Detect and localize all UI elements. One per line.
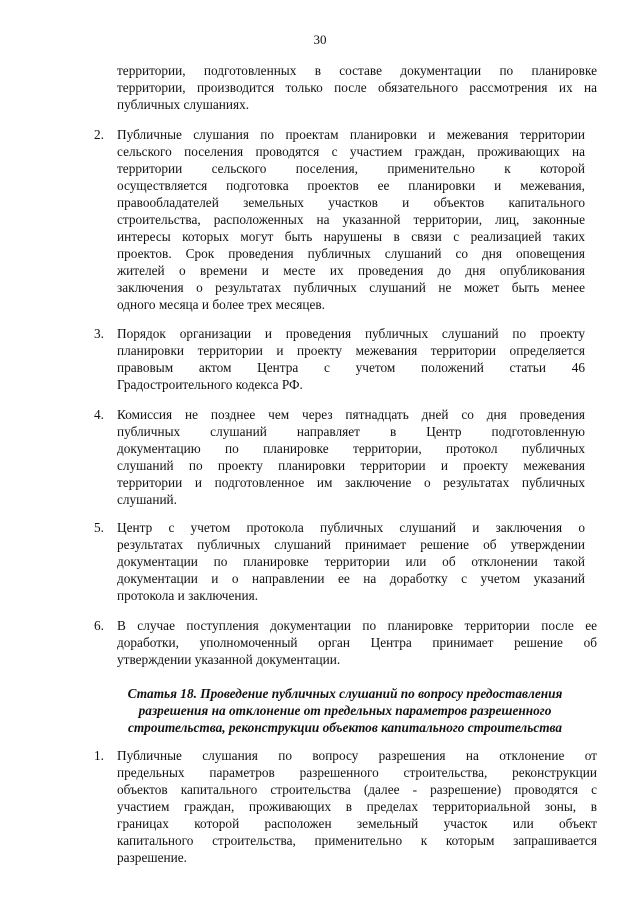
- paragraph-line: правообладателей земельных участков и объектов капитального: [117, 195, 585, 210]
- paragraph-line: слушаний.: [117, 492, 177, 507]
- paragraph-line: Публичные слушания по проектам планировки и межевания территории: [117, 127, 585, 142]
- paragraph-line: Центр с учетом протокола публичных слушаний и заключения о: [117, 520, 585, 535]
- paragraph-line: участием граждан, проживающих в пределах территориальной зоны, в: [117, 799, 597, 814]
- paragraph-line: границах которой расположен земельный участок или объект: [117, 816, 597, 831]
- heading-line: строительства, реконструкции объектов капитального строительства: [127, 720, 563, 735]
- paragraph-line: документации по планировке территории или об отклонении такой: [117, 554, 585, 569]
- paragraph-line: заключения о результатах публичных слушаний не может быть менее: [117, 280, 585, 295]
- paragraph-line: разрешение.: [117, 850, 187, 865]
- paragraph-line: строительства, расположенных на указанной территории, лиц, законные: [117, 212, 585, 227]
- paragraph-line: документации и о направлении ее на доработку с учетом указаний: [117, 571, 585, 586]
- item-number: 4.: [94, 407, 104, 422]
- paragraph-line: предельных параметров разрешенного строительства, реконструкции: [117, 765, 597, 780]
- paragraph-line: результатах публичных слушаний принимает решение об утверждении: [117, 537, 585, 552]
- paragraph-line: Публичные слушания по вопросу разрешения на отклонение от: [117, 748, 597, 763]
- paragraph-line: территории, производится только после обязательного рассмотрения их на: [117, 80, 597, 95]
- paragraph-line: публичных слушаниях.: [117, 97, 250, 112]
- paragraph-line: доработки, уполномоченный орган Центра принимает решение об: [117, 635, 597, 650]
- paragraph-line: объектов капитального строительства (далее - разрешение) проводятся с: [117, 782, 597, 797]
- item-number: 3.: [94, 326, 104, 341]
- paragraph-line: одного месяца и более трех месяцев.: [117, 297, 325, 312]
- paragraph-line: протокола и заключения.: [117, 588, 259, 603]
- paragraph-line: документацию по планировке территории, протокол публичных: [117, 441, 585, 456]
- paragraph-line: публичных слушаний направляет в Центр подготовленную: [117, 424, 585, 439]
- paragraph-line: территории и подготовленное им заключение о результатах публичных: [117, 475, 585, 490]
- list-item: [117, 406, 585, 508]
- paragraph-line: проектов. Срок проведения публичных слушаний со дня оповещения: [117, 246, 585, 261]
- paragraph-line: Комиссия не позднее чем через пятнадцать дней со дня проведения: [117, 407, 585, 422]
- page-number: 30: [313, 32, 327, 47]
- paragraph-line: слушаний по проекту планировки территории и проекту межевания: [117, 458, 585, 473]
- paragraph-line: интересы которых могут быть нарушены в связи с реализацией таких: [117, 229, 585, 244]
- article-heading: [90, 685, 600, 736]
- list-item: [117, 126, 585, 313]
- paragraph-line: сельского поселения проводятся с участием граждан, проживающих на: [117, 144, 585, 159]
- item-number: 1.: [94, 748, 104, 763]
- item-number: 6.: [94, 618, 104, 633]
- paragraph-line: капитального строительства, применительно к которым запрашивается: [117, 833, 597, 848]
- paragraph-line: территории, подготовленных в составе документации по планировке: [117, 63, 597, 78]
- paragraph-line: осуществляется подготовка проектов ее планировки и межевания,: [117, 178, 585, 193]
- item-number: 5.: [94, 520, 104, 535]
- continuation-paragraph: [117, 62, 597, 113]
- list-item: [117, 617, 597, 668]
- paragraph-line: В случае поступления документации по планировке территории после ее: [117, 618, 597, 633]
- paragraph-line: территории сельского поселения, применительно к которой: [117, 161, 585, 176]
- paragraph-line: Градостроительного кодекса РФ.: [117, 377, 303, 392]
- paragraph-line: планировки территории и проекту межевания территории определяется: [117, 343, 585, 358]
- paragraph-line: утверждении указанной документации.: [117, 652, 341, 667]
- paragraph-line: Порядок организации и проведения публичных слушаний по проекту: [117, 326, 585, 341]
- paragraph-line: жителей о времени и месте их проведения до дня опубликования: [117, 263, 585, 278]
- list-item: [117, 519, 585, 604]
- paragraph-line: правовым актом Центра с учетом положений статьи 46: [117, 360, 585, 375]
- item-number: 2.: [94, 127, 104, 142]
- heading-line: Статья 18. Проведение публичных слушаний по вопросу предоставления: [127, 686, 563, 701]
- heading-line: разрешения на отклонение от предельных параметров разрешенного: [138, 703, 552, 718]
- list-item: [117, 747, 597, 866]
- list-item: [117, 325, 585, 393]
